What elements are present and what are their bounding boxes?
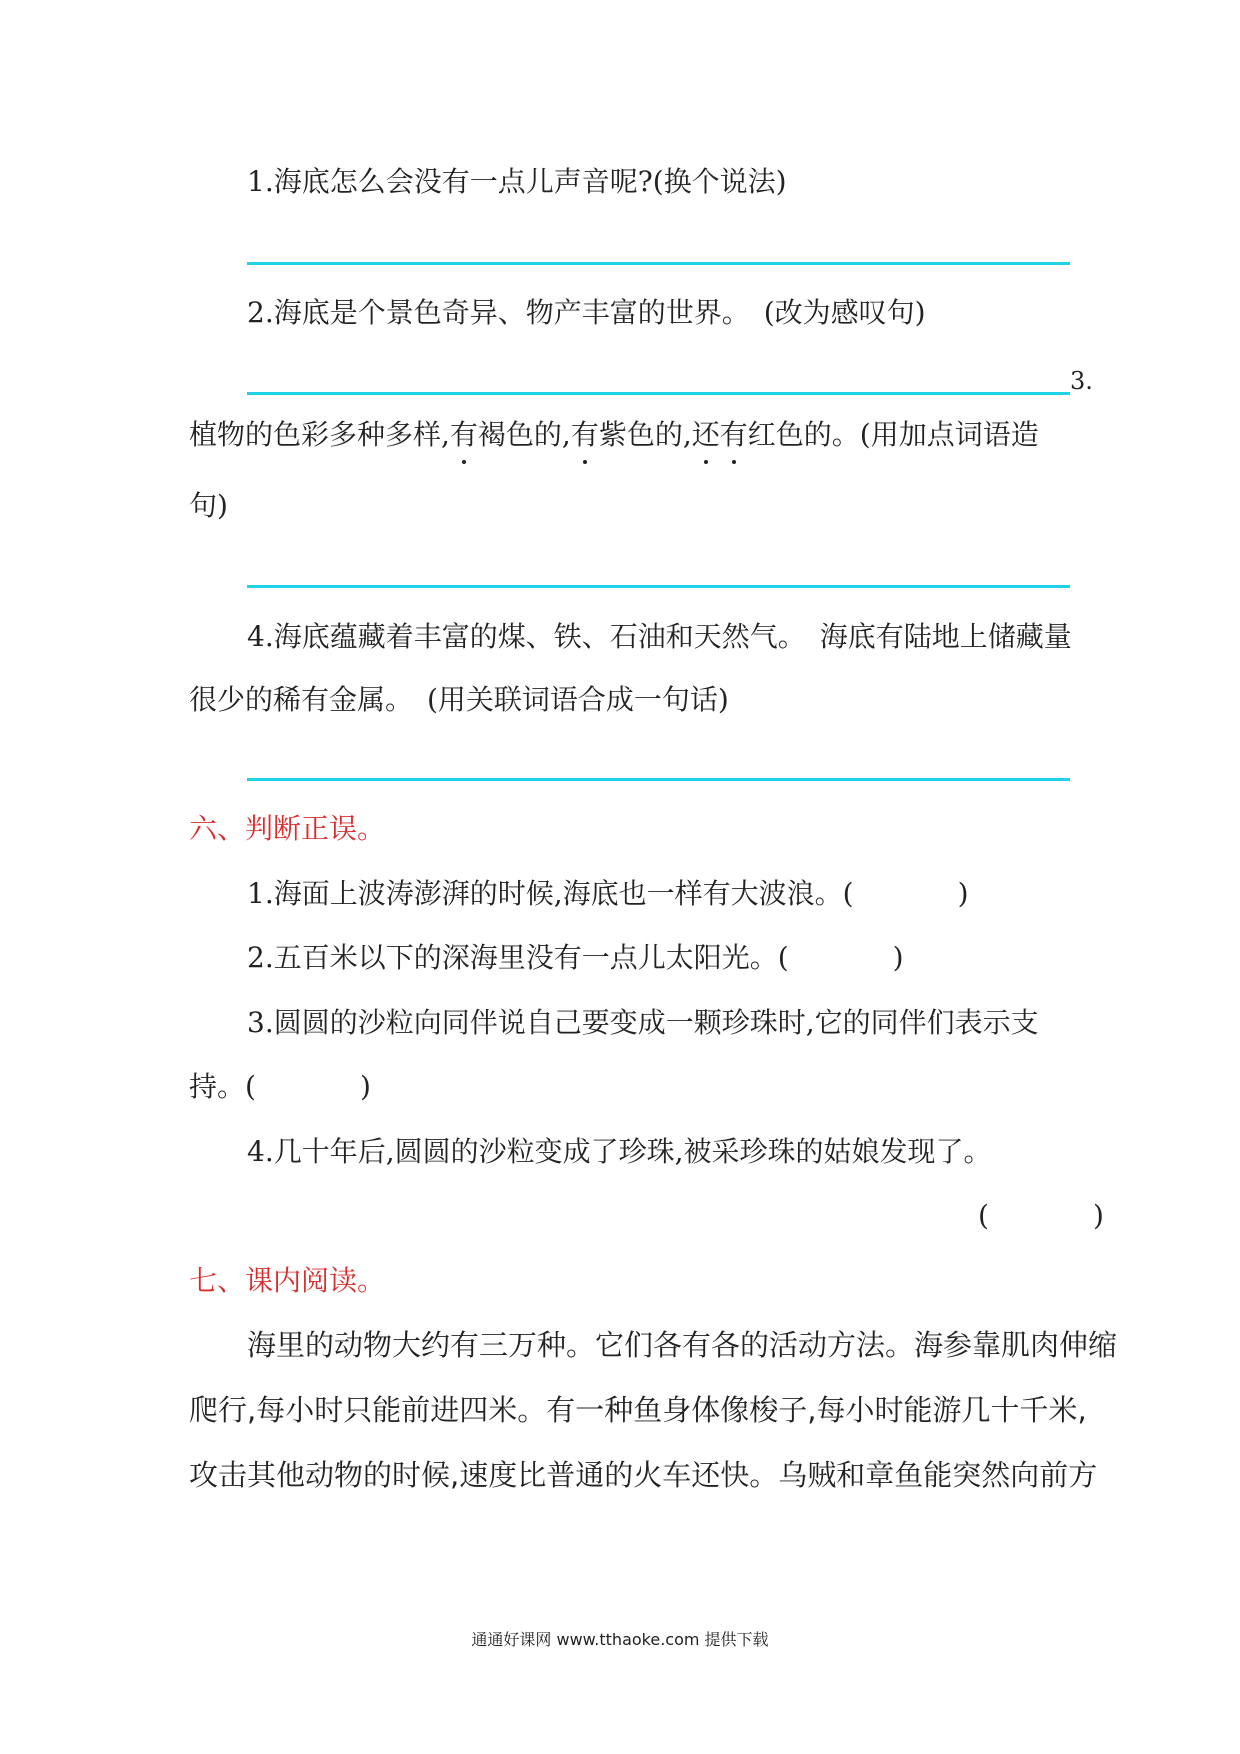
q3-text-c: 紫色的, [598, 418, 692, 451]
answer-line-4[interactable] [247, 778, 1070, 781]
judge-question-4: 4.几十年后,圆圆的沙粒变成了珍珠,被采珍珠的姑娘发现了。 [247, 1135, 992, 1168]
paren-close: ) [957, 877, 969, 910]
paren-open: ( [777, 941, 789, 974]
q3-text-d: 红色的。(用加点词语造 [747, 418, 1039, 451]
rewrite-question-1: 1.海底怎么会没有一点儿声音呢?(换个说法) [247, 165, 787, 198]
judge-question-3-text: 持。 [189, 1070, 246, 1103]
answer-line-1[interactable] [247, 262, 1070, 265]
dotted-word-you-3: 有 [719, 418, 748, 451]
rewrite-question-3-line2: 句) [189, 489, 228, 522]
q3-text-a: 植物的色彩多种多样, [189, 418, 450, 451]
reading-paragraph-line3: 攻击其他动物的时候,速度比普通的火车还快。乌贼和章鱼能突然向前方 [189, 1458, 1098, 1492]
answer-line-2[interactable] [247, 392, 1070, 395]
rewrite-question-3-line1 [189, 418, 1039, 452]
page-footer: 通通好课网 www.tthaoke.com 提供下载 [471, 1630, 769, 1649]
paren-open: ( [245, 1070, 256, 1103]
section-7-heading: 七、课内阅读。 [189, 1264, 386, 1297]
dotted-word-you-1: 有 [449, 418, 478, 451]
paren-close: ) [1092, 1199, 1104, 1232]
reading-paragraph-line2: 爬行,每小时只能前进四米。有一种鱼身体像梭子,每小时能游几十千米, [189, 1393, 1087, 1427]
rewrite-question-4-line2: 很少的稀有金属。 (用关联词语合成一句话) [189, 683, 729, 716]
dotted-word-you-2: 有 [570, 418, 599, 451]
paren-close: ) [359, 1070, 371, 1103]
judge-question-3-line2 [189, 1070, 371, 1104]
judge-blank-4[interactable] [978, 1199, 1104, 1233]
q3-text-b: 褐色的, [477, 418, 571, 451]
judge-blank-1[interactable] [843, 877, 969, 910]
rewrite-question-2: 2.海底是个景色奇异、物产丰富的世界。 (改为感叹句) [247, 296, 926, 329]
rewrite-question-4-line1: 4.海底蕴藏着丰富的煤、铁、石油和天然气。 海底有陆地上储藏量 [247, 620, 1072, 653]
judge-question-3-line1: 3.圆圆的沙粒向同伴说自己要变成一颗珍珠时,它的同伴们表示支 [247, 1006, 1039, 1039]
judge-question-2-text: 2.五百米以下的深海里没有一点儿太阳光。 [247, 941, 778, 974]
judge-blank-2[interactable] [778, 941, 904, 974]
answer-line-3[interactable] [247, 585, 1070, 588]
paren-open: ( [842, 877, 854, 910]
reading-paragraph-line1: 海里的动物大约有三万种。它们各有各的活动方法。海参靠肌肉伸缩 [247, 1328, 1118, 1362]
section-6-heading: 六、判断正误。 [189, 812, 386, 845]
dotted-word-hai: 还 [691, 418, 720, 451]
paren-open: ( [978, 1199, 989, 1232]
judge-question-2 [247, 941, 904, 975]
judge-blank-3[interactable] [245, 1070, 371, 1103]
question-3-number: 3. [1070, 367, 1093, 395]
paren-close: ) [892, 941, 904, 974]
judge-question-1-text: 1.海面上波涛澎湃的时候,海底也一样有大波浪。 [247, 877, 843, 910]
judge-question-1 [247, 877, 969, 911]
